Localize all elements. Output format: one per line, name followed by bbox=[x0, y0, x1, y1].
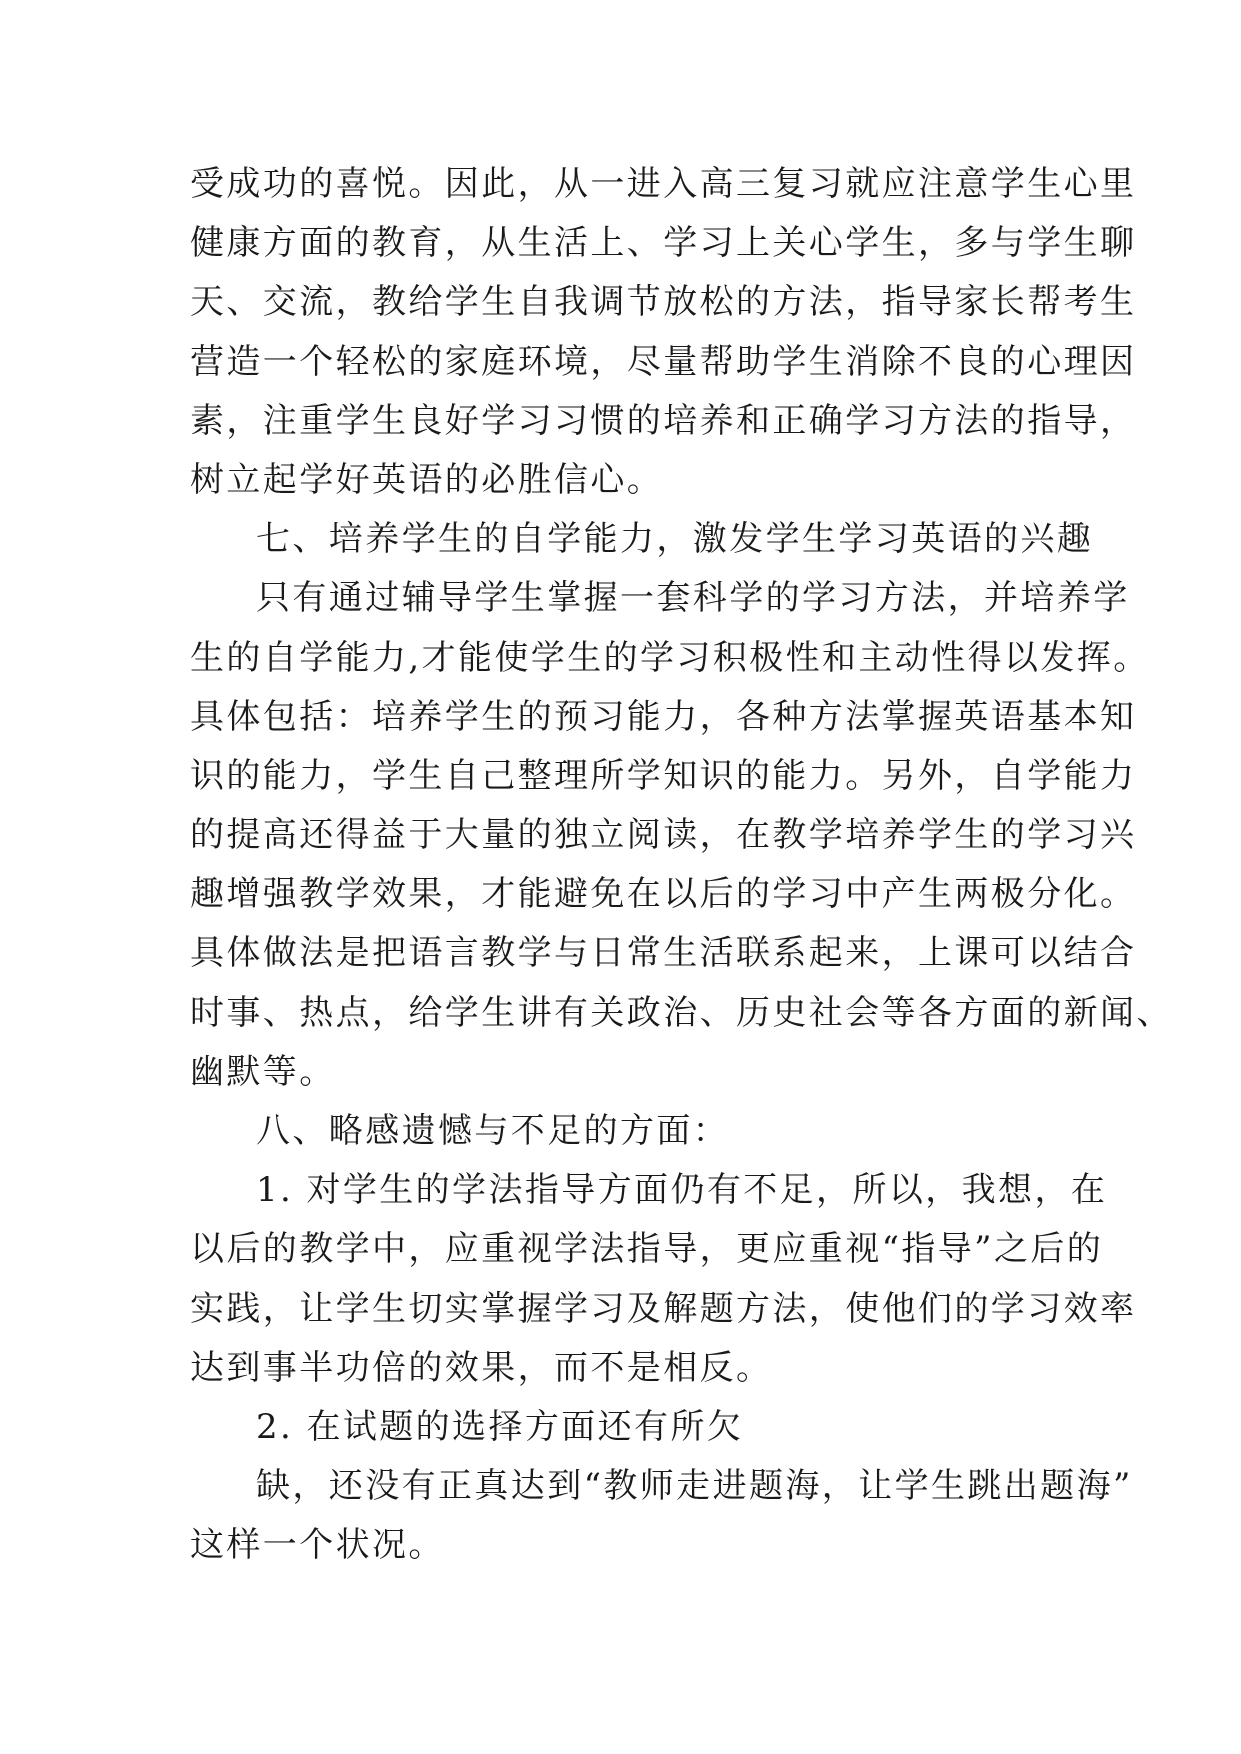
paragraph-line: 这样一个状况。 bbox=[190, 1525, 445, 1566]
section-heading: 八、略感遗憾与不足的方面： bbox=[256, 1111, 730, 1151]
paragraph-line: 营造一个轻松的家庭环境，尽量帮助学生消除不良的心理因 bbox=[190, 341, 1137, 382]
paragraph-line: 时事、热点，给学生讲有关政治、历史社会等各方面的新闻、 bbox=[190, 992, 1173, 1033]
paragraph-line: 幽默等。 bbox=[190, 1051, 336, 1092]
document-body bbox=[190, 155, 1173, 1576]
paragraph-line: 受成功的喜悦。因此，从一进入高三复习就应注意学生心里 bbox=[190, 164, 1137, 204]
paragraph-line: 天、交流，教给学生自我调节放松的方法，指导家长帮考生 bbox=[190, 282, 1137, 323]
paragraph-line: 素，注重学生良好学习习惯的培养和正确学习方法的指导， bbox=[190, 400, 1137, 441]
paragraph-line: 的提高还得益于大量的独立阅读，在教学培养学生的学习兴 bbox=[190, 815, 1137, 856]
paragraph-line: 具体做法是把语言教学与日常生活联系起来，上课可以结合 bbox=[190, 933, 1137, 974]
paragraph-line: 以后的教学中，应重视学法指导，更应重视“指导”之后的 bbox=[190, 1229, 1104, 1270]
list-item-line: 1. 对学生的学法指导方面仍有不足，所以，我想，在 bbox=[256, 1170, 1108, 1211]
section-heading: 七、培养学生的自学能力，激发学生学习英语的兴趣 bbox=[256, 519, 1094, 560]
paragraph-line: 实践，让学生切实掌握学习及解题方法，使他们的学习效率 bbox=[190, 1288, 1137, 1329]
list-item-line: 2. 在试题的选择方面还有所欠 bbox=[256, 1406, 744, 1447]
paragraph-line: 树立起学好英语的必胜信心。 bbox=[190, 459, 664, 500]
paragraph-line: 生的自学能力,才能使学生的学习积极性和主动性得以发挥。 bbox=[190, 637, 1150, 678]
paragraph-line: 缺，还没有正真达到“教师走进题海，让学生跳出题海” bbox=[256, 1466, 1133, 1507]
paragraph-line: 只有通过辅导学生掌握一套科学的学习方法，并培养学 bbox=[256, 578, 1130, 619]
paragraph-line: 识的能力，学生自己整理所学知识的能力。另外，自学能力 bbox=[190, 755, 1137, 796]
paragraph-line: 趣增强教学效果，才能避免在以后的学习中产生两极分化。 bbox=[190, 874, 1137, 915]
paragraph-line: 达到事半功倍的效果，而不是相反。 bbox=[190, 1347, 773, 1388]
paragraph-line: 具体包括：培养学生的预习能力，各种方法掌握英语基本知 bbox=[190, 696, 1137, 737]
paragraph-line: 健康方面的教育，从生活上、学习上关心学生，多与学生聊 bbox=[190, 223, 1137, 264]
